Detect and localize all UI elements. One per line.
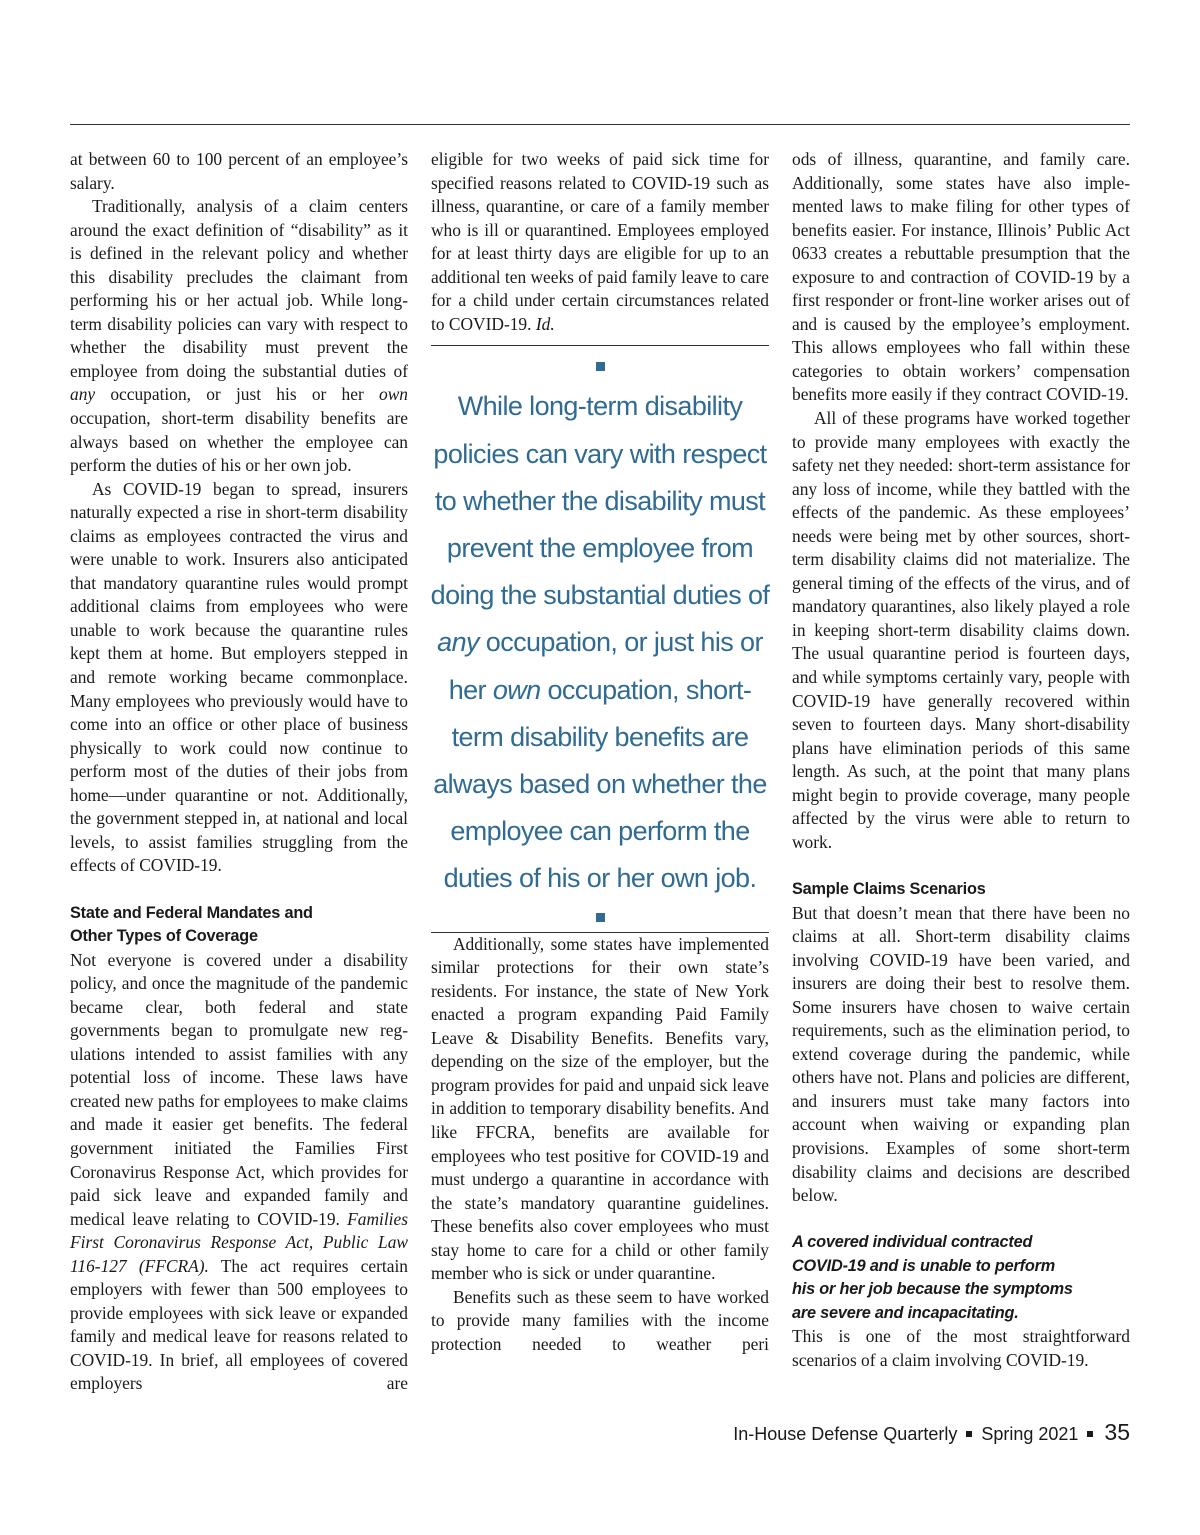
square-bullet-icon xyxy=(596,362,605,371)
paragraph: Traditionally, analysis of a claim centers around the exact definition of “disability” as it is defined in the relevant policy and whether this disability precludes the claimant from performing his or her actual job. While long-term disability policies can vary with respect to whether the disability must prevent the employee from doing the substantial duties of any occupation, or just his or her own occupation, short-term disability benefits are always based on whether the employee can perform the duties of his or her own job. xyxy=(70,196,408,476)
case-heading: A covered individual contracted COVID-19 and is unable to perform his or her job because the symptoms are severe and incapacitating. xyxy=(792,1233,1073,1322)
paragraph: Not everyone is covered under a disability policy, and once the magnitude of the pandemic became clear, both federal and state governments began to promulgate new regulations intended to assist families with any potential loss of income. These laws have created new paths for employees to make claims and made it easier get benefits. The federal government initiated the Families First Coronavirus Response Act, which provides for paid sick leave and expanded family and medical leave relating to COVID-19. Families First Coronavirus Response Act, Public Law 116-127 (FFCRA). The act requires certain employers with fewer than 500 employees to provide employees with sick leave or expanded family and medical leave for reasons related to COVID-19. In brief, all employees of covered employers are xyxy=(70,949,408,1394)
column-2 xyxy=(431,148,769,1356)
publication-title: In-House Defense Quarterly xyxy=(733,1424,958,1444)
pull-quote xyxy=(431,345,769,932)
paragraph: All of these programs have worked together to provide many employees with exactly the safety net they needed: short-term assistance for any loss of income, while they battled with the effects of the pandemic. As these employees’ needs were being met by other sources, short-term disability claims did not materialize. The general timing of the effects of the virus, and of mandatory quarantines, also likely played a role in keeping short-term disability claims down. The usual quarantine period is fourteen days, and while symptoms certainly vary, people with COVID-19 have generally recovered within seven to fourteen days. Many short-disability plans have elimination periods of this same length. As such, at the point that many plans might begin to provide coverage, many people affected by the virus were able to return to work. xyxy=(792,408,1130,852)
paragraph: Additionally, some states have implemented similar protections for their own state’s residents. For instance, the state of New York enacted a program expanding Paid Family Leave & Disability Benefits. Benefits vary, depending on the size of the employer, but the program provides for paid and unpaid sick leave in addition to temporary disability benefits. And like FFCRA, benefits are available for employees who test positive for COVID-19 and must undergo a quarantine in accordance with the state’s mandatory quarantine guidelines. These benefits also cover employees who must stay home to care for a child or other family member who is sick or under quarantine. xyxy=(431,933,769,1284)
paragraph: But that doesn’t mean that there have been no claims at all. Short-term disability claims involving COVID-19 have been varied, and insurers are doing their best to resolve them. Some insurers have chosen to waive certain requirements, such as the elimination period, to extend coverage during the pandemic, while others have not. Plans and policies are different, and insurers must take many factors into account when waiving or expanding plan provisions. Examples of some short-term disability claims and decisions are described below. xyxy=(792,902,1130,1206)
page-footer xyxy=(733,1417,1130,1449)
pull-quote-text: While long-term disability policies can vary with respect to whether the disability must prevent the employee from doing the substantial duties of any occupation, or just his or her own occupation, short-term disability benefits are always based on whether the employee can perform the duties of his or her own job. xyxy=(430,391,770,894)
paragraph: As COVID-19 began to spread, insurers naturally expected a rise in short-term disability claims as employees contracted the virus and were unable to work. Insurers also anticipated that mandatory quarantine rules would prompt additional claims from employees who were unable to work because the quarantine rules kept them at home. But employers stepped in and remote working became commonplace. Many employees who previously would have to come into an office or other place of business physically to work could now continue to perform most of the duties of their jobs from home—under quarantine or not. Additionally, the government stepped in, at national and local levels, to assist families struggling from the effects of COVID-19. xyxy=(70,478,408,876)
paragraph: ods of illness, quarantine, and family care. Additionally, some states have also implemented laws to make filing for other types of benefits easier. For instance, Illinois’ Public Act 0633 creates a rebuttable presumption that the exposure to and contraction of COVID-19 by a first responder or front-line worker arises out of and is caused by the employee’s employment. This allows employees who fall within these categories to obtain workers’ compensation benefits more easily if they contract COVID-19. xyxy=(792,149,1130,405)
square-bullet-icon xyxy=(596,913,605,922)
square-separator-icon xyxy=(966,1431,972,1437)
paragraph: at between 60 to 100 percent of an employee’s salary. xyxy=(70,149,408,193)
square-separator-icon xyxy=(1087,1431,1093,1437)
section-heading: Sample Claims Scenarios xyxy=(792,879,986,898)
column-3 xyxy=(792,148,1130,1372)
section-heading: State and Federal Mandates and Other Types of Coverage xyxy=(70,903,313,946)
issue-label: Spring 2021 xyxy=(981,1424,1079,1444)
paragraph: eligible for two weeks of paid sick time for specified reasons related to COVID-19 such as illness, quarantine, or care of a family member who is ill or quarantined. Employees employed for at least thirty days are eligible for up to an additional ten weeks of paid family leave to care for a child under certain circumstances related to COVID-19. Id. xyxy=(431,149,770,334)
paragraph: This is one of the most straightforward scenarios of a claim involving COVID-19. xyxy=(792,1326,1130,1370)
pull-quote-rule-bottom xyxy=(431,932,769,933)
column-1 xyxy=(70,148,408,1396)
page-number: 35 xyxy=(1104,1419,1130,1445)
top-rule xyxy=(70,124,1130,125)
pull-quote-rule-top xyxy=(431,345,769,346)
paragraph: Benefits such as these seem to have worked to provide many families with the income protection needed to weather peri xyxy=(431,1286,769,1354)
